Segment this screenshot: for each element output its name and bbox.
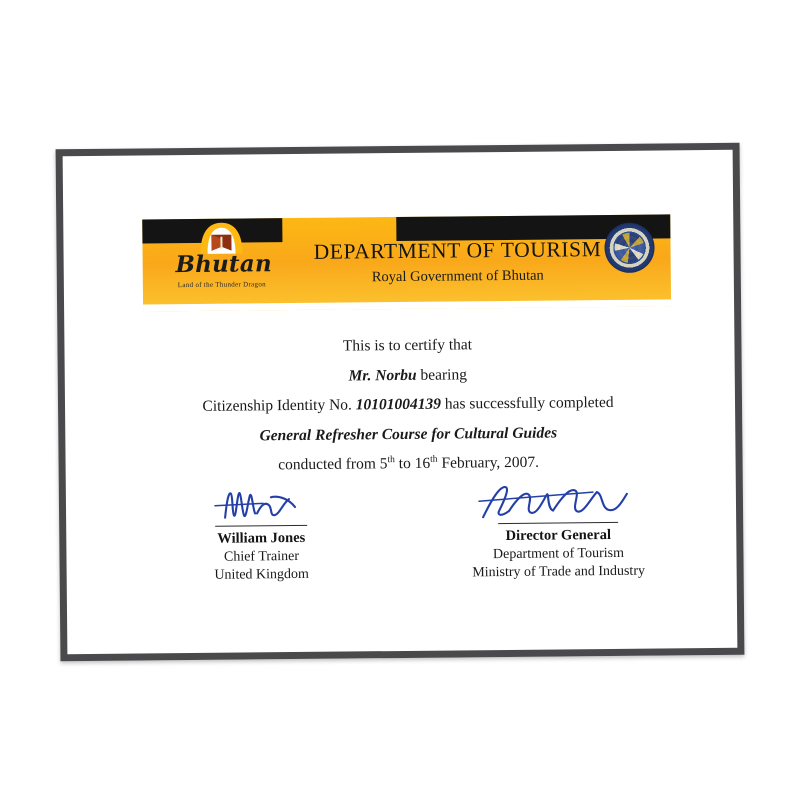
signature-mark-right <box>443 479 673 523</box>
signature-name-left: William Jones <box>217 529 306 547</box>
recipient-name-suffix: bearing <box>416 365 468 384</box>
recipient-line <box>132 365 684 386</box>
date-ordinal-2: th <box>430 454 438 465</box>
certify-line: This is to certify that <box>342 336 473 355</box>
signature-block-left <box>171 482 352 586</box>
date-suffix: February, 2007. <box>437 453 540 472</box>
recipient-name: Mr. Norbu <box>348 366 417 384</box>
identity-prefix: Citizenship Identity No. <box>202 396 356 415</box>
certificate-body <box>131 335 684 488</box>
identity-number: 10101004139 <box>355 395 442 414</box>
banner-title-group <box>292 237 622 287</box>
department-subtitle: Royal Government of Bhutan <box>371 267 544 286</box>
signature-mark-left <box>171 482 351 526</box>
signature-block-right <box>443 479 674 583</box>
date-prefix: conducted from 5 <box>278 455 388 474</box>
date-line <box>133 453 685 474</box>
bhutan-tagline: Land of the Thunder Dragon <box>177 280 266 290</box>
bhutan-wordmark: Bhutan <box>175 250 272 279</box>
identity-suffix: has successfully completed <box>440 393 614 413</box>
identity-line <box>132 394 684 415</box>
bhutan-logo <box>156 220 287 301</box>
government-emblem-icon <box>604 223 654 273</box>
department-title: DEPARTMENT OF TOURISM <box>313 237 602 264</box>
certificate-frame <box>56 143 745 662</box>
certificate-paper <box>70 157 731 647</box>
certificate-frame-wrap <box>56 143 745 662</box>
date-ordinal-1: th <box>387 455 395 466</box>
signature-role-right: Department of Tourism <box>492 545 625 563</box>
certificate-header-banner <box>142 214 671 311</box>
signature-role-left: Chief Trainer <box>223 548 300 565</box>
course-title: General Refresher Course for Cultural Guides <box>259 423 558 444</box>
signature-org-right: Ministry of Trade and Industry <box>472 563 646 581</box>
signature-name-right: Director General <box>505 526 612 544</box>
signature-org-left: United Kingdom <box>214 566 309 583</box>
date-mid: to 16 <box>394 454 431 473</box>
